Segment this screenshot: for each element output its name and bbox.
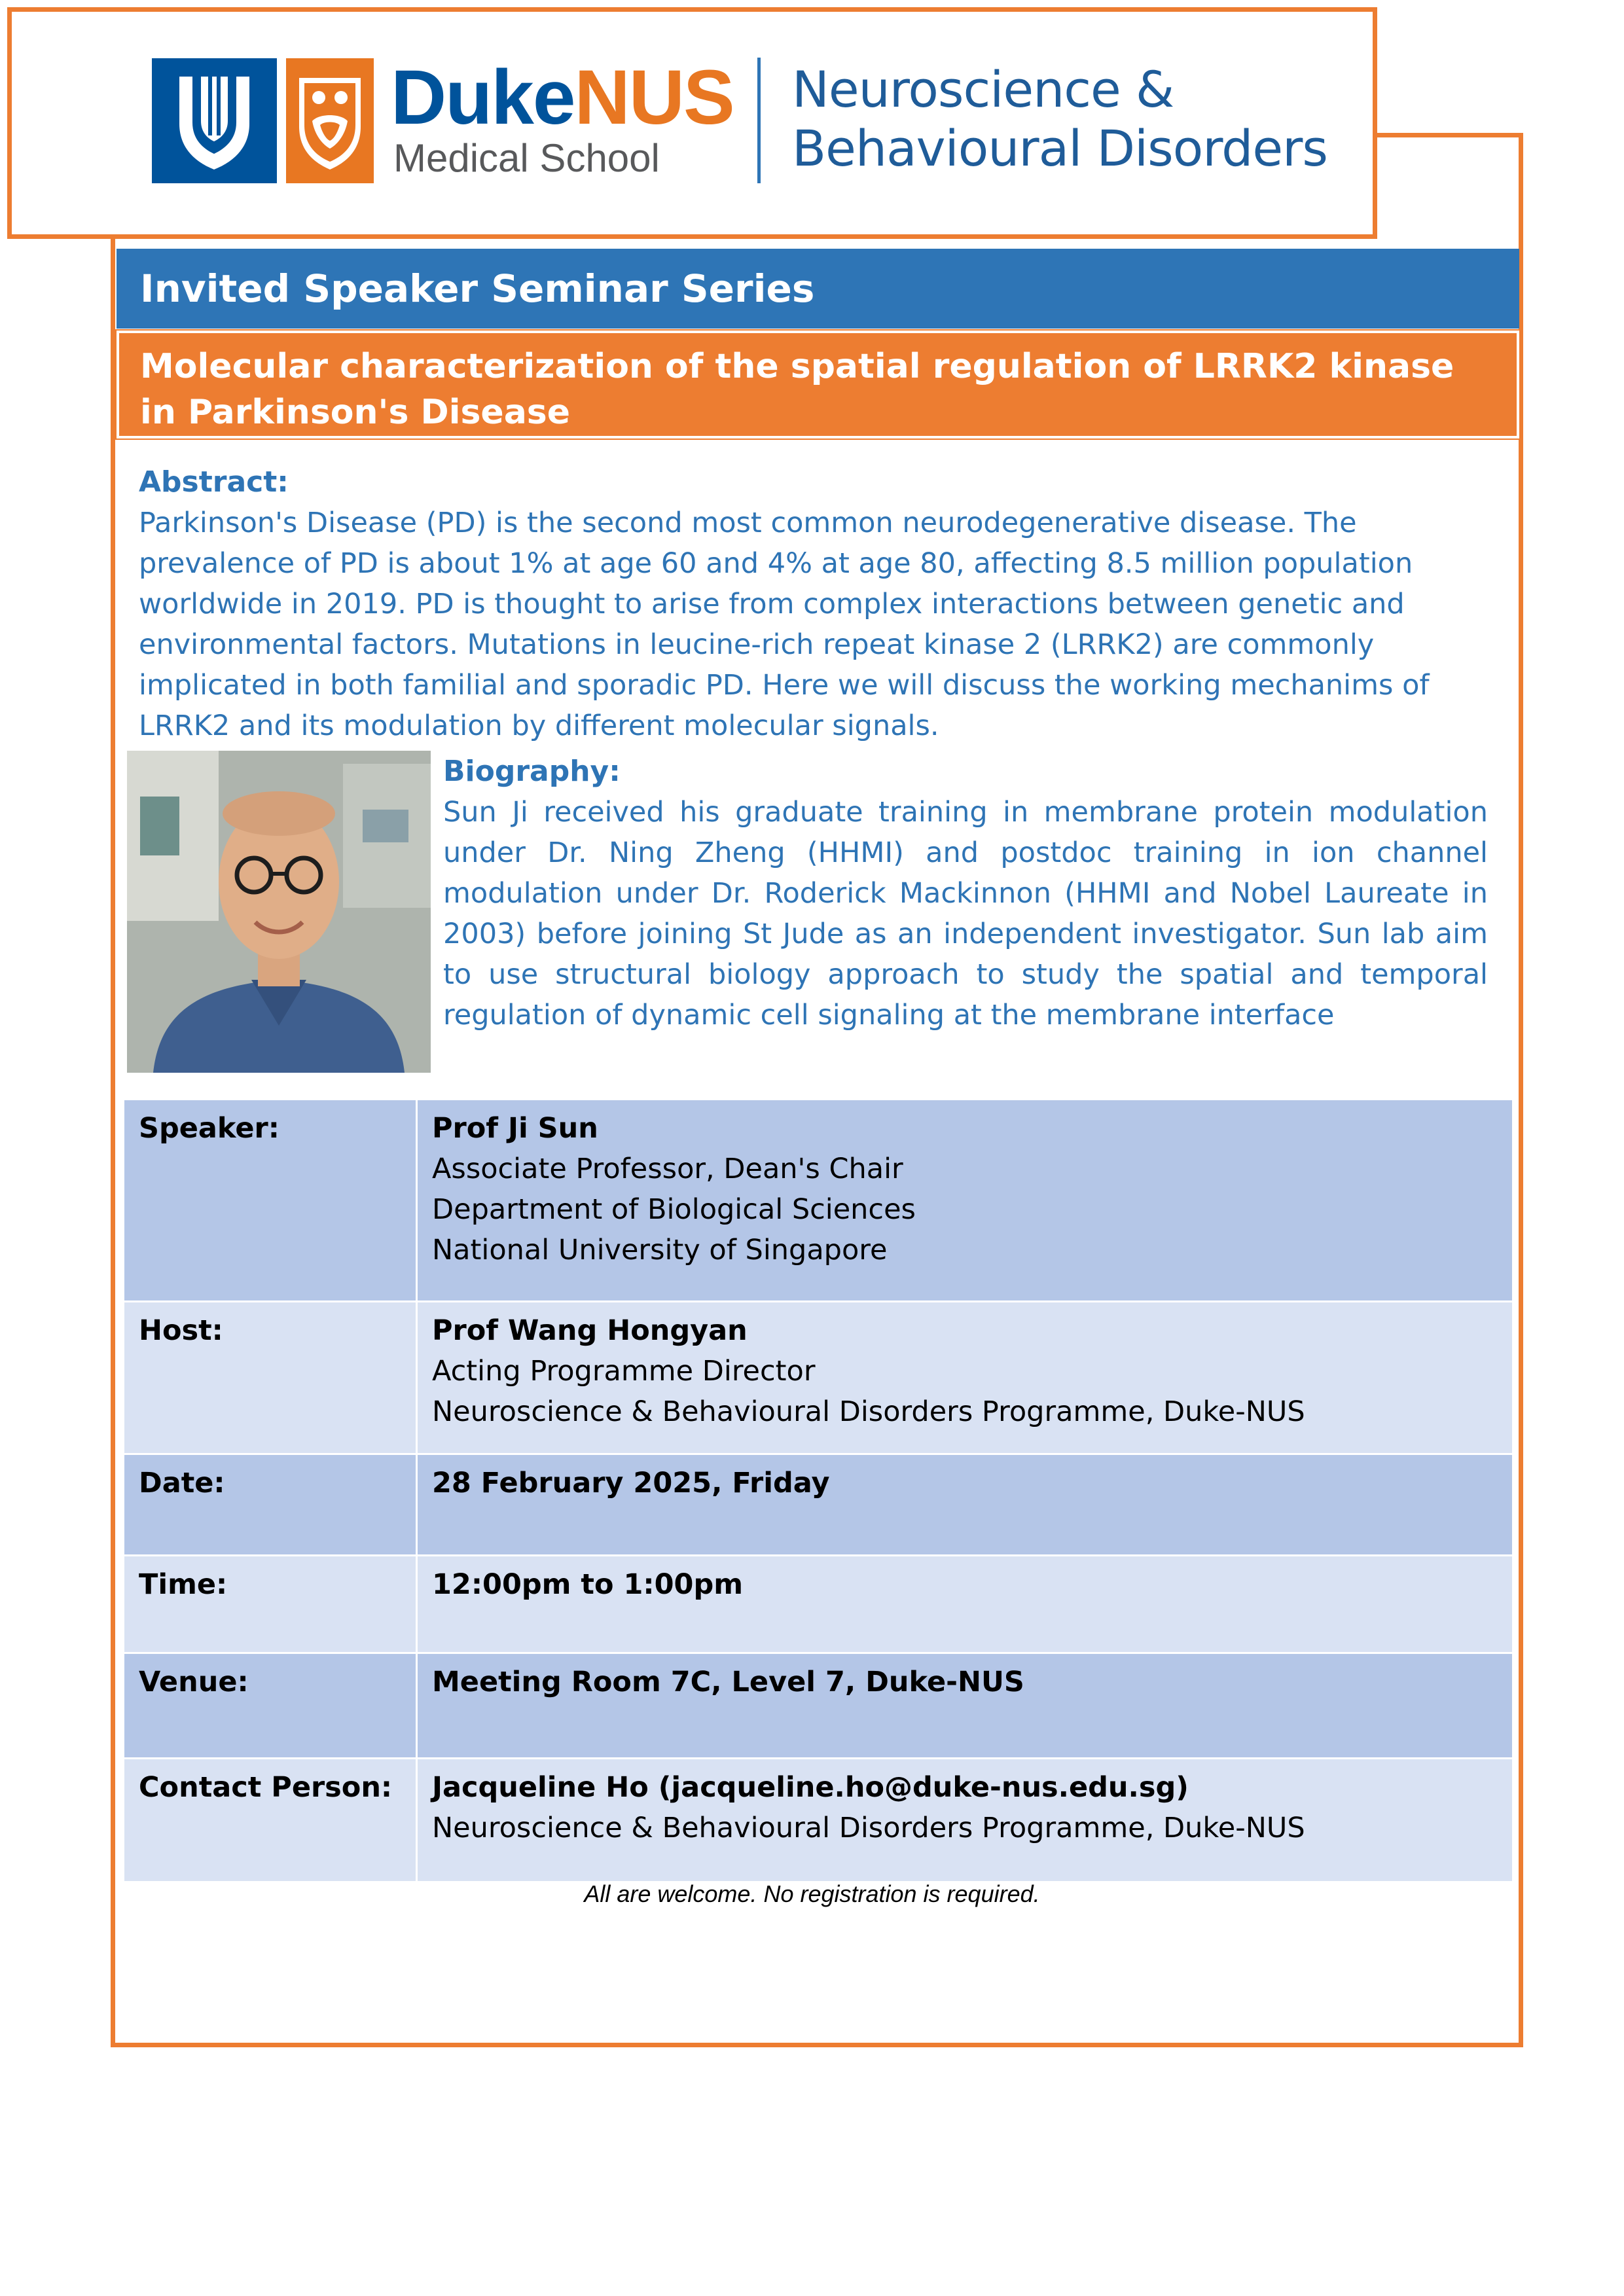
footer-note: All are welcome. No registration is required.	[584, 1880, 1040, 1907]
abstract-heading: Abstract:	[139, 465, 289, 499]
programme-name-line2: Behavioural Disorders	[792, 119, 1327, 177]
contact-programme: Neuroscience & Behavioural Disorders Programme, Duke-NUS	[432, 1812, 1305, 1844]
talk-title-banner	[117, 331, 1519, 439]
series-banner	[117, 249, 1519, 329]
logo-subtitle: Medical School	[393, 136, 660, 180]
host-name: Prof Wang Hongyan	[432, 1314, 748, 1347]
speaker-department: Department of Biological Sciences	[432, 1193, 916, 1226]
duke-nus-logo	[152, 54, 734, 183]
contact-name: Jacqueline Ho (jacqueline.ho@duke-nus.edu.sg)	[432, 1771, 1189, 1804]
speaker-title: Associate Professor, Dean's Chair	[432, 1153, 903, 1185]
host-row	[124, 1302, 1512, 1455]
programme-name	[792, 60, 1327, 178]
duke-shield-icon	[152, 58, 277, 183]
host-programme: Neuroscience & Behavioural Disorders Programme, Duke-NUS	[432, 1395, 1305, 1428]
venue-label: Venue:	[124, 1654, 418, 1757]
date-row	[124, 1455, 1512, 1556]
venue-value: Meeting Room 7C, Level 7, Duke-NUS	[432, 1666, 1024, 1698]
logo-duke-text: Duke	[391, 54, 575, 141]
speaker-photo	[127, 751, 431, 1073]
contact-row	[124, 1759, 1512, 1883]
date-value: 28 February 2025, Friday	[432, 1467, 830, 1499]
series-title: Invited Speaker Seminar Series	[140, 266, 815, 311]
event-details-table	[124, 1100, 1512, 1883]
time-label: Time:	[124, 1556, 418, 1652]
logo-nus-text: NUS	[574, 54, 734, 141]
host-title: Acting Programme Director	[432, 1355, 816, 1388]
abstract-text: Parkinson's Disease (PD) is the second most common neurodegenerative disease. The prevalence of PD is about 1% at age 60 and 4% at age 80, affecting 8.5 million population worldwide in 2019. PD is thought to arise from complex interactions between genetic and environmental factors. Mutations in leucine-rich repeat kinase 2 (LRRK2) are commonly implicated in both familial and sporadic PD. Here we will discuss the working mechanims of LRRK2 and its modulation by different molecular signals.	[139, 507, 1430, 742]
host-label: Host:	[124, 1302, 418, 1453]
time-row	[124, 1556, 1512, 1654]
speaker-institution: National University of Singapore	[432, 1234, 888, 1266]
contact-label: Contact Person:	[124, 1759, 418, 1881]
speaker-name: Prof Ji Sun	[432, 1112, 598, 1145]
time-value: 12:00pm to 1:00pm	[432, 1568, 744, 1601]
talk-title: Molecular characterization of the spatial regulation of LRRK2 kinase in Parkinson's Disease	[140, 347, 1454, 432]
speaker-row	[124, 1100, 1512, 1302]
biography-heading: Biography:	[443, 755, 621, 788]
biography-section	[443, 751, 1488, 1035]
biography-text: Sun Ji received his graduate training in membrane protein modulation under Dr. Ning Zheng (HHMI) and postdoc training in ion channel modulation under Dr. Roderick Mackinnon (HHMI and Nobel Laureate in 2003) before joining St Jude as an independent investigator. Sun lab aim to use structural biology approach to study the spatial and temporal regulation of dynamic cell signaling at the membrane interface	[443, 796, 1488, 1031]
logo-divider	[757, 58, 761, 183]
venue-row	[124, 1654, 1512, 1759]
nus-crest-icon	[286, 58, 374, 183]
abstract-section	[139, 462, 1494, 746]
speaker-label: Speaker:	[124, 1100, 418, 1300]
date-label: Date:	[124, 1455, 418, 1554]
programme-name-line1: Neuroscience &	[792, 60, 1174, 118]
